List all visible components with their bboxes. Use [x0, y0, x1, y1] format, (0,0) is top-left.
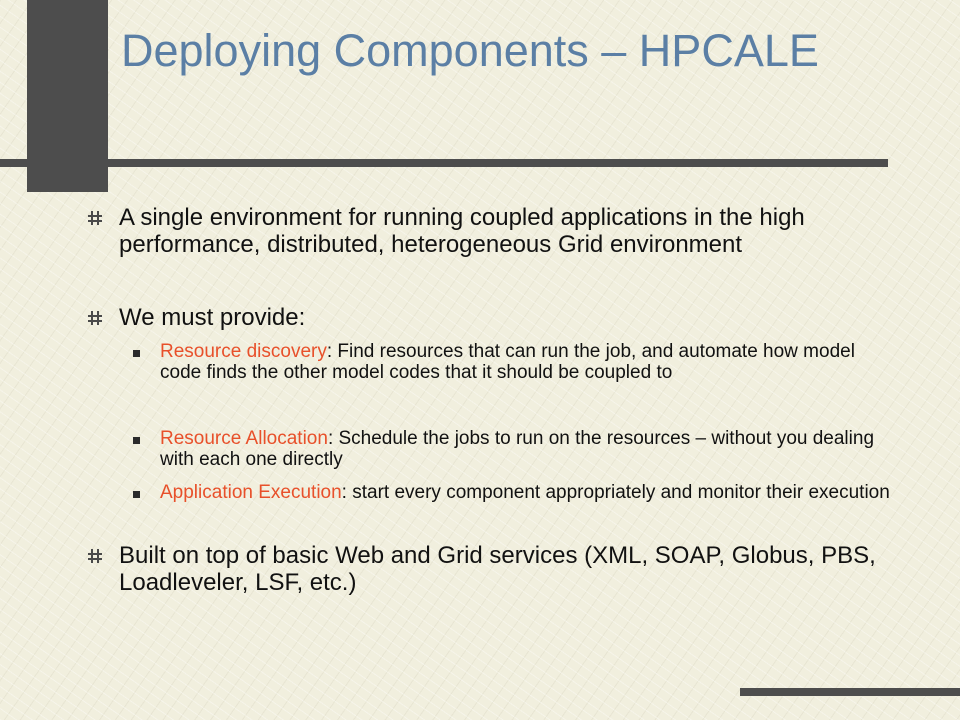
- hash-icon: [88, 311, 102, 325]
- sub-bullet-label: Application Execution: [160, 482, 342, 503]
- slide-title: Deploying Components – HPCALE: [121, 25, 819, 76]
- sub-bullet-body: : start every component appropriately and monitor their execution: [341, 482, 890, 503]
- hash-icon: [88, 211, 102, 225]
- square-icon: [133, 491, 140, 498]
- bullet-text: Built on top of basic Web and Grid services (XML, SOAP, Globus, PBS, Loadleveler, LSF, etc.): [119, 542, 876, 596]
- hash-icon: [88, 549, 102, 563]
- sub-bullet-label: Resource discovery: [160, 341, 327, 362]
- square-icon: [133, 350, 140, 357]
- sub-bullet-text: [160, 482, 890, 503]
- bullet-text: We must provide:: [119, 304, 306, 331]
- sub-bullet-label: Resource Allocation: [160, 428, 328, 449]
- sub-bullet-text: [160, 428, 890, 470]
- sub-bullet-body: : Find resources that can run the job, and automate how model code finds the other model codes that it should be coupled to: [160, 341, 855, 383]
- sub-bullet-text: [160, 341, 890, 383]
- sub-bullet-body: : Schedule the jobs to run on the resources – without you dealing with each one directly: [160, 428, 875, 470]
- square-icon: [133, 437, 140, 444]
- bullet-text: A single environment for running coupled applications in the high performance, distributed, heterogeneous Grid environment: [119, 204, 805, 258]
